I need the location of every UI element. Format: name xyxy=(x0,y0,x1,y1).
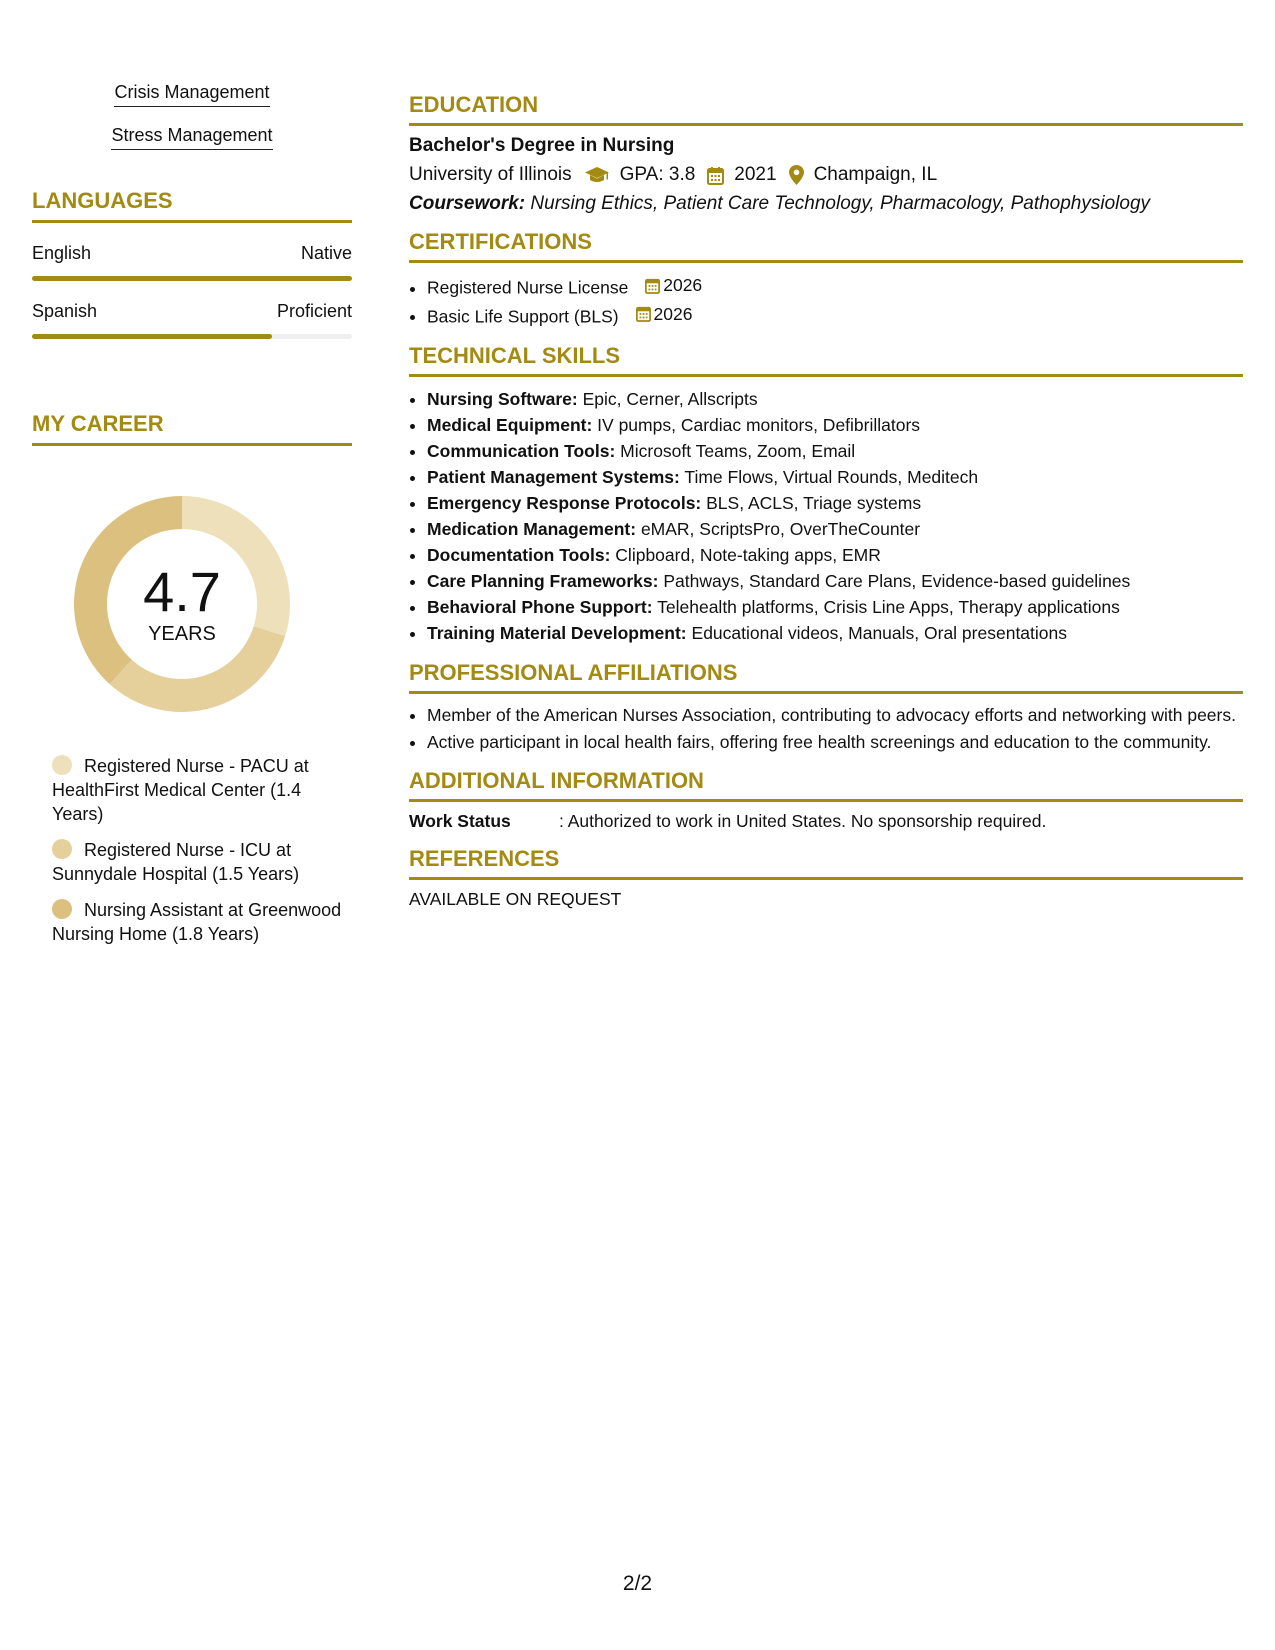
legend-item xyxy=(52,898,352,946)
skill-values: Telehealth platforms, Crisis Line Apps, Therapy applications xyxy=(657,597,1120,617)
references-heading: REFERENCES xyxy=(409,846,1243,880)
legend-label: Nursing Assistant at Greenwood Nursing Home (1.8 Years) xyxy=(52,900,342,944)
skill-category: Medication Management: xyxy=(427,519,637,539)
work-status-label: Work Status xyxy=(409,811,511,831)
skill-list-item xyxy=(427,516,1243,542)
certifications-section xyxy=(409,229,1243,329)
career-heading: MY CAREER xyxy=(32,411,352,446)
certification-item xyxy=(427,272,1243,301)
language-row xyxy=(32,301,352,339)
legend-dot-icon xyxy=(52,839,72,859)
work-status-row xyxy=(409,811,1243,832)
skill-category: Patient Management Systems: xyxy=(427,467,680,487)
language-bar-fill xyxy=(32,334,272,339)
references-section xyxy=(409,846,1243,910)
skill-list-item xyxy=(427,464,1243,490)
career-total-value: 4.7 xyxy=(143,559,221,623)
references-text: AVAILABLE ON REQUEST xyxy=(409,889,622,909)
certification-item xyxy=(427,301,1243,330)
calendar-icon xyxy=(636,305,651,322)
career-section xyxy=(32,411,352,946)
skill-values: BLS, ACLS, Triage systems xyxy=(706,493,922,513)
skill-item: Stress Management xyxy=(111,125,272,150)
language-bar xyxy=(32,276,352,281)
certifications-heading: CERTIFICATIONS xyxy=(409,229,1243,263)
language-row xyxy=(32,243,352,281)
certification-year: 2026 xyxy=(663,275,703,295)
skill-list-item xyxy=(427,490,1243,516)
skill-values: eMAR, ScriptsPro, OverTheCounter xyxy=(640,519,921,539)
skill-list-item xyxy=(427,568,1243,594)
affiliation-item: • Member of the American Nurses Association, contributing to advocacy efforts and networking with peers. xyxy=(427,703,1243,727)
additional-info-heading: ADDITIONAL INFORMATION xyxy=(409,768,1243,802)
skill-values: Epic, Cerner, Allscripts xyxy=(582,389,758,409)
language-bar xyxy=(32,334,352,339)
additional-info-section xyxy=(409,768,1243,832)
skill-list-item xyxy=(427,542,1243,568)
skill-category: Behavioral Phone Support: xyxy=(427,597,653,617)
education-location: Champaign, IL xyxy=(813,164,938,185)
legend-dot-icon xyxy=(52,899,72,919)
languages-section xyxy=(32,188,352,339)
skill-values: Pathways, Standard Care Plans, Evidence-based guidelines xyxy=(663,571,1131,591)
skill-item: Crisis Management xyxy=(114,82,269,107)
coursework-label: Coursework: xyxy=(409,193,526,214)
technical-skills-section xyxy=(409,343,1243,646)
languages-heading: LANGUAGES xyxy=(32,188,352,223)
gpa: GPA: 3.8 xyxy=(619,164,696,185)
language-level: Proficient xyxy=(276,301,352,321)
skill-list-item xyxy=(427,594,1243,620)
skill-list-item xyxy=(427,620,1243,646)
page-number: 2/2 xyxy=(622,1572,653,1595)
career-legend xyxy=(32,754,352,946)
career-total-unit: YEARS xyxy=(148,622,216,645)
skill-list-item xyxy=(427,386,1243,412)
main-content xyxy=(409,92,1243,924)
graduation-cap-icon xyxy=(584,166,610,184)
calendar-icon xyxy=(645,277,660,294)
skill-list-item xyxy=(427,438,1243,464)
certification-name: Registered Nurse License xyxy=(427,277,629,298)
skills-list xyxy=(32,82,352,150)
skill-category: Training Material Development: xyxy=(427,623,687,643)
graduation-year: 2021 xyxy=(734,164,777,185)
certification-year: 2026 xyxy=(653,303,693,324)
legend-item xyxy=(52,838,352,886)
degree-title: Bachelor's Degree in Nursing xyxy=(409,135,675,156)
language-name: Spanish xyxy=(32,301,98,321)
skill-category: Documentation Tools: xyxy=(427,545,611,565)
skill-values: IV pumps, Cardiac monitors, Defibrillators xyxy=(597,415,921,435)
skill-category: Nursing Software: xyxy=(427,389,578,409)
coursework-value: Nursing Ethics, Patient Care Technology, Pharmacology, Pathophysiology xyxy=(530,193,1151,214)
skill-values: Microsoft Teams, Zoom, Email xyxy=(620,441,856,461)
affiliations-section xyxy=(409,660,1243,754)
education-section xyxy=(409,92,1243,215)
skill-category: Medical Equipment: xyxy=(427,415,593,435)
skill-category: Care Planning Frameworks: xyxy=(427,571,659,591)
education-details xyxy=(409,164,1243,186)
language-name: English xyxy=(32,243,92,263)
legend-label: Registered Nurse - PACU at HealthFirst Medical Center (1.4 Years) xyxy=(52,756,309,824)
skill-values: Educational videos, Manuals, Oral presentations xyxy=(691,623,1068,643)
sidebar xyxy=(32,82,352,958)
language-level: Native xyxy=(300,243,352,263)
technical-skills-heading: TECHNICAL SKILLS xyxy=(409,343,1243,377)
affiliations-heading: PROFESSIONAL AFFILIATIONS xyxy=(409,660,1243,694)
career-donut-chart xyxy=(66,488,298,720)
calendar-icon xyxy=(707,166,724,185)
location-pin-icon xyxy=(789,165,804,185)
language-bar-fill xyxy=(32,276,352,281)
legend-label: Registered Nurse - ICU at Sunnydale Hospital (1.5 Years) xyxy=(52,840,300,884)
affiliation-item: • Active participant in local health fairs, offering free health screenings and education to the community. xyxy=(427,730,1243,754)
work-status-value: : Authorized to work in United States. No sponsorship required. xyxy=(559,811,1047,831)
skill-category: Communication Tools: xyxy=(427,441,616,461)
legend-dot-icon xyxy=(52,755,72,775)
skill-values: Clipboard, Note-taking apps, EMR xyxy=(615,545,881,565)
legend-item xyxy=(52,754,352,826)
skill-values: Time Flows, Virtual Rounds, Meditech xyxy=(684,467,979,487)
skill-list-item xyxy=(427,412,1243,438)
certification-name: Basic Life Support (BLS) xyxy=(427,306,619,326)
school-name: University of Illinois xyxy=(409,164,572,185)
skill-category: Emergency Response Protocols: xyxy=(427,493,702,513)
education-heading: EDUCATION xyxy=(409,92,1243,126)
coursework xyxy=(409,193,1243,215)
